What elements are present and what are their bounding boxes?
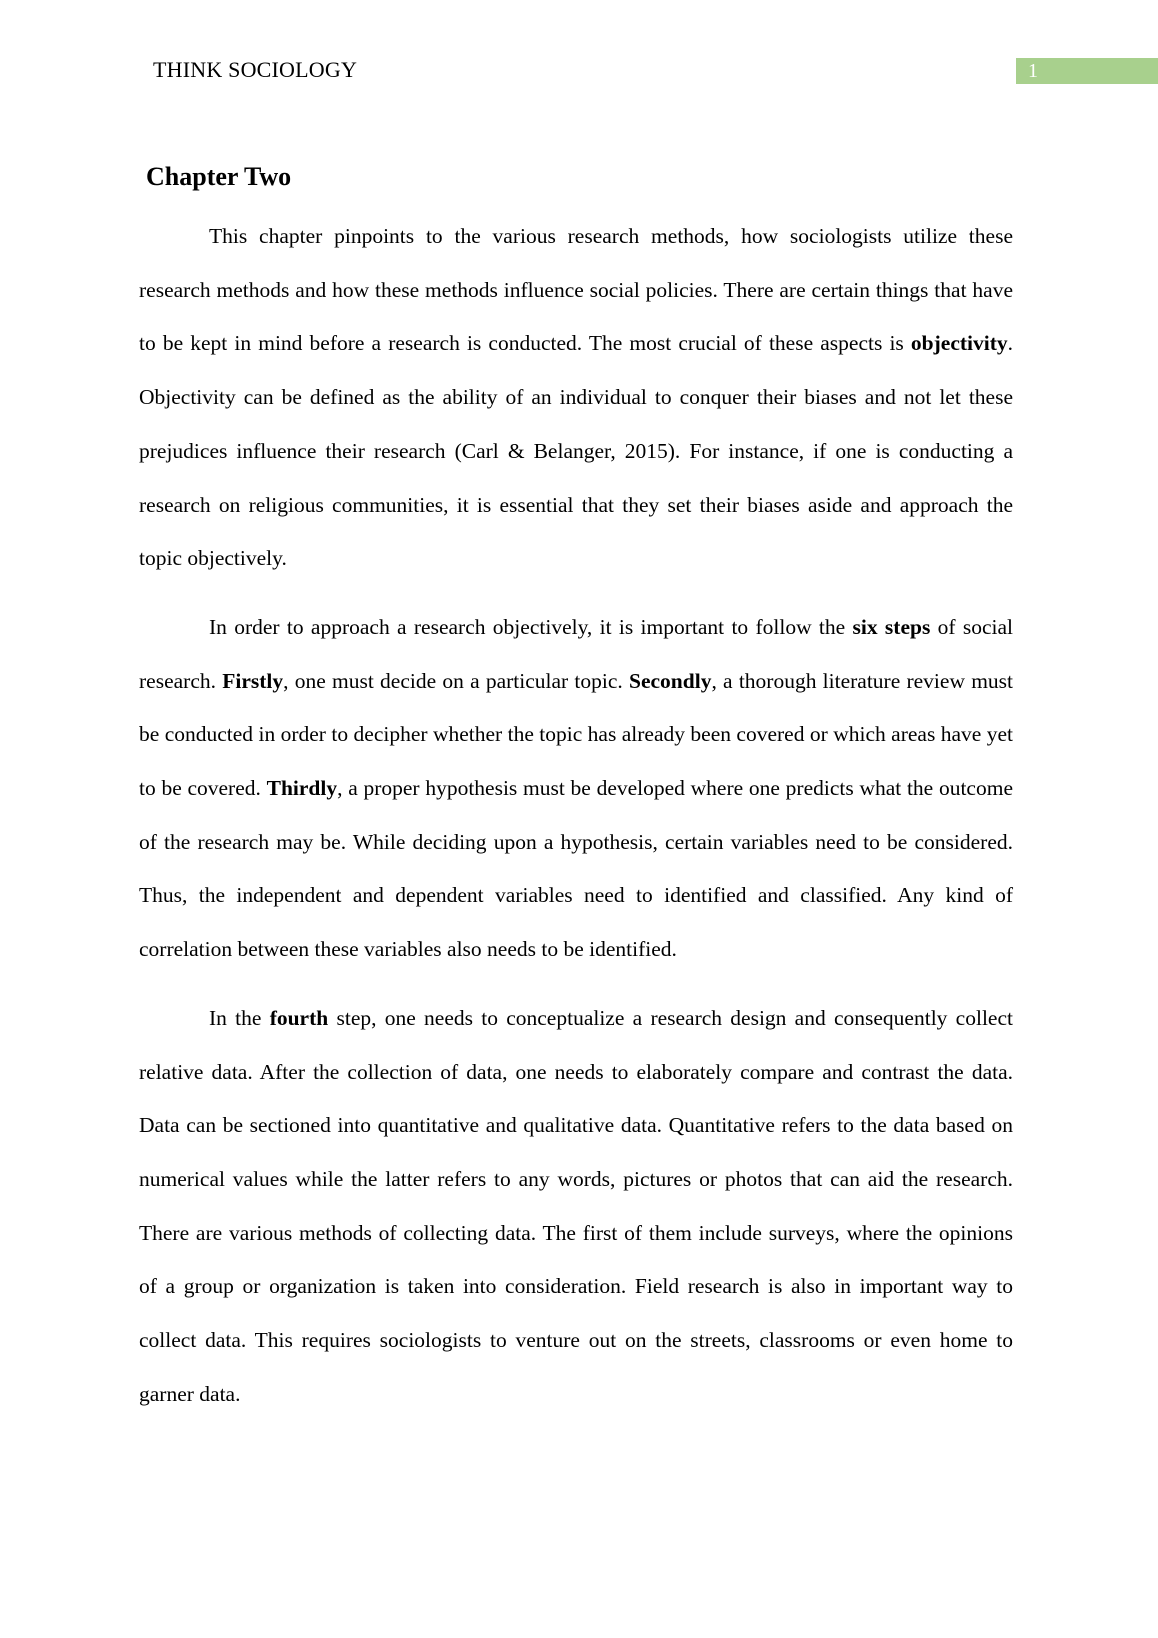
text-run: In the [209,1005,270,1030]
bold-term: objectivity [910,331,1008,356]
bold-term: six steps [852,614,931,639]
running-header-title: THINK SOCIOLOGY [153,57,358,82]
text-run: , a thorough literature review must be conducted in order to decipher whether the topic has already been covered or which areas have yet to be covered. [139,668,1014,801]
paragraph [139,601,1013,977]
page-number-badge [1016,58,1158,84]
chapter-heading: Chapter Two [146,162,292,191]
text-run: , one must decide on a particular topic. [283,668,630,693]
bold-term: Thirdly [266,776,338,801]
bold-term: fourth [269,1005,329,1030]
text-run: step, one needs to conceptualize a research design and consequently collect relative data. After the collection of data, one needs to elaborately compare and contrast the data. Data can be sectioned into quantitative and qualitative data. Quantitative refers to the data based on numerical values while the latter refers to any words, pictures or photos that can aid the research. There are various methods of collecting data. The first of them include surveys, where the opinions of a group or organization is taken into consideration. Field research is also in important way to collect data. This requires sociologists to venture out on the streets, classrooms or even home to garner data. [139,1005,1013,1406]
body-text [139,210,1013,1436]
text-run: In order to approach a research objectively, it is important to follow the [209,614,853,639]
bold-term: Firstly [222,668,284,693]
text-run: , a proper hypothesis must be developed where one predicts what the outcome of the research may be. While deciding upon a hypothesis, certain variables need to be considered. Thus, the independent and dependent variables need to identified and classified. Any kind of correlation between these variables also needs to be identified. [139,776,1013,962]
bold-term: Secondly [629,668,712,693]
text-run: This chapter pinpoints to the various research methods, how sociologists utilize these research methods and how these methods influence social policies. There are certain things that have to be kept in mind before a research is conducted. The most crucial of these aspects is [139,224,1013,356]
text-run: . Objectivity can be defined as the ability of an individual to conquer their biases and not let these prejudices influence their research (Carl & Belanger, 2015). For instance, if one is conducting a research on religious communities, it is essential that they set their biases aside and approach the topic objectively. [139,331,1013,571]
page-number: 1 [1028,60,1038,82]
paragraph [139,992,1013,1422]
paragraph [139,210,1013,586]
text-run: of social research. [139,614,1013,693]
